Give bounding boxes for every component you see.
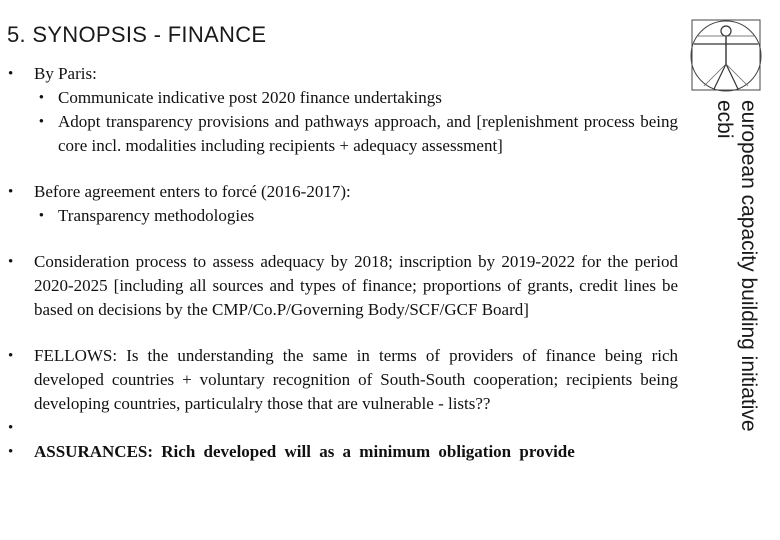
bullet-marker: • — [38, 114, 44, 130]
bullet-by-paris — [8, 62, 678, 86]
bullet-marker: • — [38, 208, 44, 224]
sub-bullet — [8, 86, 678, 110]
bullet-marker: • — [8, 184, 14, 200]
bullet-before-agreement — [8, 180, 678, 204]
sub-bullet-text: Adopt transparency provisions and pathways approach, and [replenishment process being core incl. modalities including recipients + adequacy assessment] — [58, 112, 678, 155]
sidebar-line-1: european capacity building initiative — [737, 100, 760, 432]
sub-bullet-text: Communicate indicative post 2020 finance undertakings — [58, 88, 442, 107]
bullet-text: FELLOWS: Is the understanding the same in terms of providers of finance being rich developed countries + voluntary recognition of South-South cooperation; recipients being developing countries, particulalry those that are vulnerable - lists?? — [34, 346, 678, 413]
bullet-marker: • — [8, 254, 14, 270]
sidebar-branding — [690, 100, 760, 520]
sub-bullet-text: Transparency methodologies — [58, 206, 255, 225]
bullet-text: By Paris: — [34, 64, 97, 83]
bullet-marker: • — [8, 66, 14, 82]
sub-bullet — [8, 204, 678, 228]
slide-title: 5. SYNOPSIS - FINANCE — [7, 22, 267, 47]
bullet-fellows — [8, 344, 678, 416]
bullet-assurances — [8, 440, 678, 464]
bullet-marker: • — [8, 444, 14, 460]
bullet-marker: • — [38, 90, 44, 106]
bullet-text: Before agreement enters to forcé (2016-2017): — [34, 182, 351, 201]
sub-bullet — [8, 110, 678, 158]
vitruvian-man-icon — [684, 14, 768, 96]
sidebar-line-2: ecbi — [713, 100, 736, 139]
bullet-consideration — [8, 250, 678, 322]
bullet-marker: • — [8, 420, 14, 436]
bullet-text: Consideration process to assess adequacy by 2018; inscription by 2019-2022 for the period 2020-2025 [including all sources and types of finance; proportions of grants, credit lines be based on decisions by the CMP/Co.P/Governing Body/SCF/GCF Board] — [34, 252, 678, 319]
slide-content — [8, 62, 678, 464]
bullet-text: ASSURANCES: Rich developed will as a minimum obligation provide — [34, 442, 575, 461]
bullet-marker: • — [8, 348, 14, 364]
bullet-empty — [8, 416, 678, 440]
